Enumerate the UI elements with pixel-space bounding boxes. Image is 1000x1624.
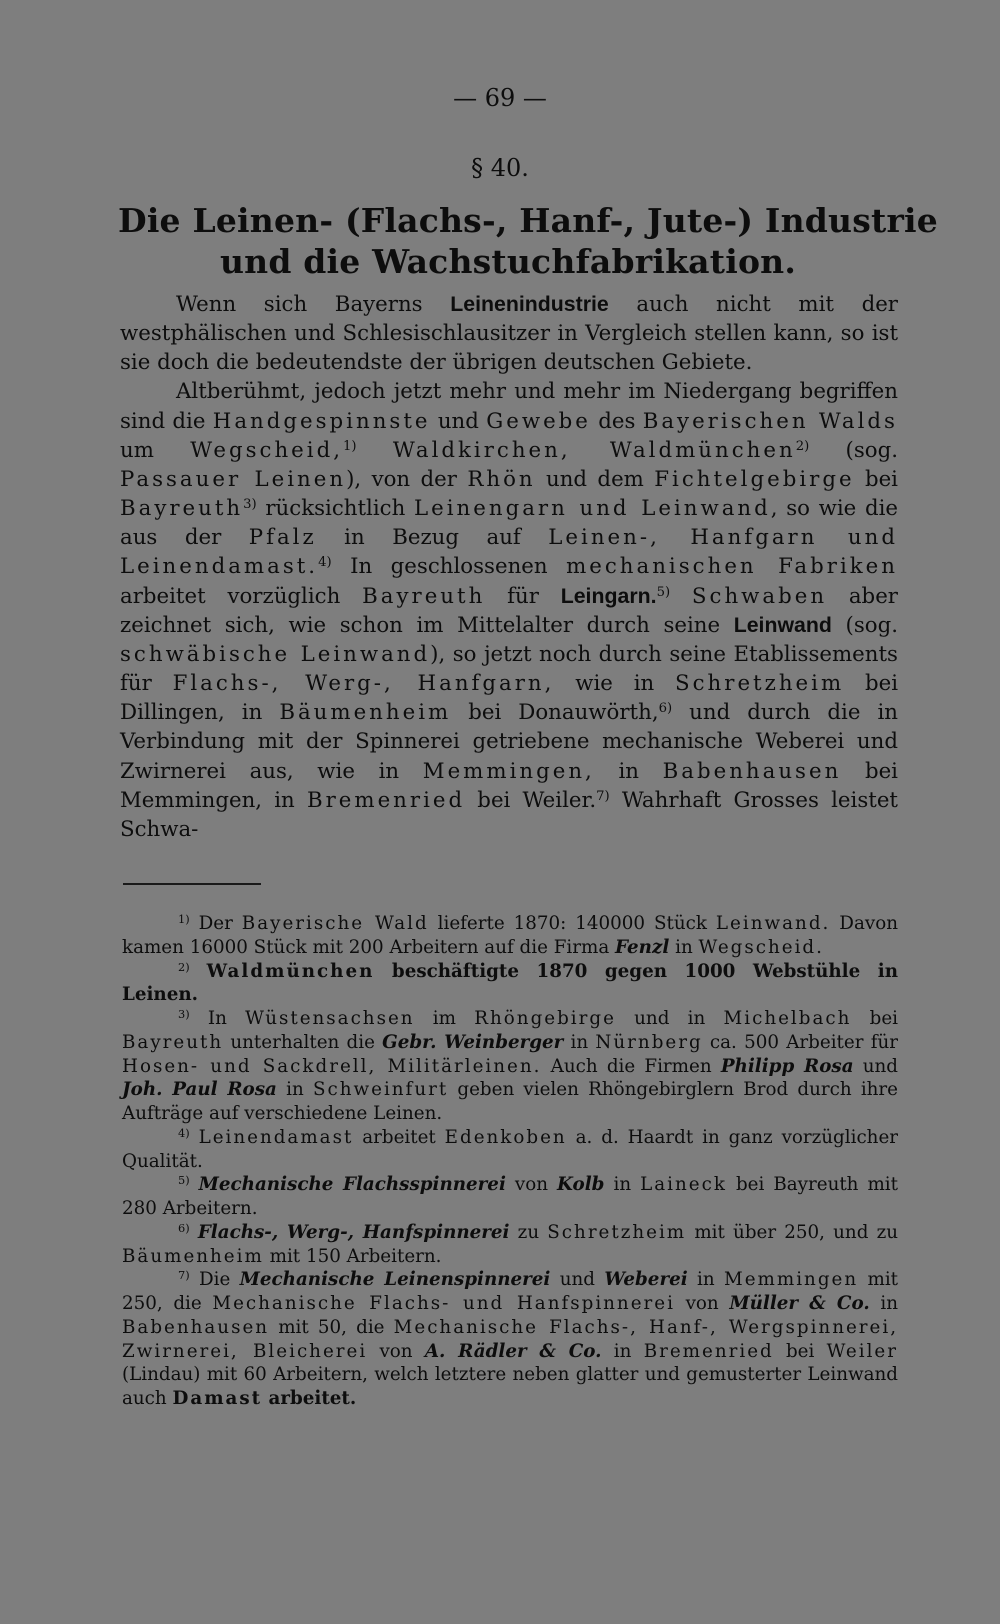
footnote-marker: 1)	[178, 911, 190, 926]
text: im	[414, 1008, 475, 1029]
footnote-ref-5: 5)	[656, 584, 671, 600]
text: a. d. Haardt in ganz vorzüglicher Qualität.	[122, 1126, 899, 1172]
text: in	[563, 1031, 596, 1053]
footnote-7	[122, 1268, 898, 1411]
text: für	[485, 583, 561, 609]
spaced-term: Bäumenheim	[122, 1245, 264, 1267]
text: bei	[773, 1340, 827, 1362]
spaced-term: Leinen-, Hanfgarn und Leinendamast.	[120, 525, 898, 580]
text: in	[594, 758, 663, 784]
spaced-term: schwäbische Leinwand	[120, 641, 431, 667]
text: bei Donauwörth,	[451, 700, 659, 726]
footnote-3	[122, 1007, 898, 1126]
spaced-term: Leinengarn und Leinwand	[413, 496, 771, 522]
spaced-term: mechanischen Fabriken	[566, 554, 898, 580]
spaced-term: Michelbach	[723, 1008, 852, 1029]
text: in	[601, 1340, 644, 1362]
text: bei Memmingen, in	[120, 758, 898, 813]
text: lieferte 1870: 140000 Stück	[428, 913, 716, 934]
italic-name: Müller & Co.	[729, 1293, 870, 1314]
text: bei Weiler.	[465, 787, 597, 813]
spaced-term: Waldmünchen	[206, 960, 375, 982]
footnote-2	[122, 960, 898, 1008]
spaced-term: Leinwand.	[715, 913, 831, 934]
text: des	[590, 408, 643, 434]
spaced-term: Handgespinnste	[212, 408, 431, 434]
spaced-term: Damast	[172, 1388, 263, 1409]
spaced-term: Bayreuth	[362, 583, 486, 609]
text: und durch die in Verbindung mit der Spinnerei getriebene mechanische Weberei und Zwirnerei aus, wie in	[120, 700, 898, 784]
paragraph-1	[120, 290, 898, 377]
spaced-term: Weiler	[826, 1340, 898, 1362]
text	[357, 438, 393, 463]
text: rücksichtlich	[256, 496, 414, 522]
text: Der	[189, 913, 242, 934]
footnote-separator	[123, 883, 261, 885]
spaced-term: Rhöngebirge	[474, 1008, 616, 1029]
spaced-term: Schwaben	[691, 583, 828, 609]
spaced-term: Edenkoben	[444, 1126, 567, 1148]
text: zu	[509, 1221, 548, 1243]
footnote-marker: 3)	[178, 1006, 190, 1021]
text: und	[430, 408, 487, 434]
spaced-term: Bayerische Wald	[241, 913, 429, 934]
footnote-marker: 2)	[178, 959, 190, 974]
footnote-marker: 5)	[178, 1173, 190, 1188]
spaced-term: Mechanische Flachs- und Hanfspinnerei	[212, 1293, 675, 1314]
italic-name: Kolb	[557, 1174, 605, 1196]
italic-name: A. Rädler & Co.	[424, 1340, 602, 1362]
text: in	[604, 1174, 641, 1196]
text: In	[189, 1008, 246, 1029]
spaced-term: Wüstensachsen	[245, 1008, 415, 1029]
spaced-term: Wegscheid.	[698, 936, 824, 958]
chapter-title	[118, 200, 938, 282]
spaced-term: Bayerischen Walds	[642, 408, 898, 434]
text: und dem	[535, 466, 655, 492]
spaced-term: Fichtelgebirge	[654, 466, 855, 492]
chapter-title-line-2: und die Wachstuchfabrikation.	[219, 242, 797, 281]
italic-name: Philipp Rosa	[720, 1055, 854, 1077]
text: von	[367, 1340, 425, 1362]
text: Davon kamen 16000 Stück mit 200 Arbeitern auf die Firma	[122, 913, 898, 958]
text: ), von der	[346, 466, 468, 492]
spaced-term: Schretzheim	[675, 671, 845, 697]
text	[190, 961, 207, 982]
text	[670, 584, 692, 609]
italic-name: Mechanische Leinenspinnerei	[239, 1269, 551, 1291]
text: bei	[851, 1008, 899, 1029]
footnote-ref-7: 7)	[596, 788, 610, 804]
footnote-marker: 7)	[178, 1268, 190, 1283]
highlighted-term: Leinwand	[733, 612, 832, 637]
spaced-term: Laineck	[640, 1174, 727, 1196]
text: um	[120, 437, 191, 463]
spaced-term: Mechanische Flachs-, Hanf-, Wergspinnerei, Zwirnerei, Bleicherei	[122, 1316, 898, 1362]
footnote-4	[122, 1126, 898, 1174]
text: wie in	[554, 671, 676, 697]
spaced-term: Nürnberg	[595, 1031, 703, 1053]
text: Auch die Firmen	[541, 1055, 721, 1077]
italic-name: Mechanische Flachsspinnerei	[198, 1174, 506, 1196]
spaced-term: Passauer Leinen	[120, 466, 347, 492]
italic-name: Flachs-, Werg-, Hanfspinnerei	[197, 1221, 510, 1243]
text: in Bezug auf	[316, 525, 549, 551]
spaced-term: Bäumenheim	[279, 700, 452, 726]
spaced-term: Gewebe	[486, 408, 591, 434]
footnote-1	[122, 912, 898, 960]
page-number: — 69 —	[453, 84, 547, 112]
text: geben vielen Rhöngebirglern Brod durch ihre Aufträge auf verschiedene Leinen.	[122, 1079, 898, 1124]
text: arbeitet.	[262, 1388, 357, 1409]
spaced-term: Rhön	[467, 466, 536, 492]
italic-name: Weberei	[604, 1269, 688, 1291]
text: Wahrhaft Grosses leistet Schwa-	[120, 787, 898, 842]
text: bei	[854, 466, 898, 492]
text: in	[687, 1269, 724, 1291]
text	[190, 1222, 198, 1243]
text: mit über 250, und zu	[686, 1221, 898, 1243]
text	[190, 1127, 199, 1148]
footnote-ref-2: 2)	[795, 438, 810, 454]
text: (sog.	[831, 612, 898, 638]
chapter-title-line-1: Die Leinen- (Flachs-, Hanf-, Jute-) Industrie	[118, 201, 938, 240]
footnote-ref-6: 6)	[658, 700, 673, 716]
paragraph-2	[120, 377, 898, 844]
text: ), so jetzt noch durch seine Etablissements für	[120, 641, 898, 697]
spaced-term: Babenhausen	[662, 758, 842, 784]
text: (Lindau) mit 60 Arbeitern, welch letztere neben glatter und gemusterter Leinwand auch	[122, 1364, 898, 1409]
spaced-term: Leinendamast	[198, 1126, 354, 1148]
footnotes	[122, 912, 898, 1411]
spaced-term: Bremenried	[306, 787, 466, 813]
spaced-term: Hosen- und Sackdrell, Militärleinen.	[122, 1055, 542, 1077]
spaced-term: Schretzheim	[547, 1221, 687, 1243]
footnote-ref-3: 3)	[243, 496, 257, 512]
text: arbeitet	[353, 1126, 445, 1148]
text: mit 250, die	[122, 1269, 899, 1314]
spaced-term: Pfalz	[248, 525, 317, 551]
italic-name: Fenzl	[615, 936, 670, 958]
text: auch nicht mit der westphälischen und Schlesischlausitzer in Vergleich stellen kann, so ist sie doch die bedeutendste der übrigen deutschen Gebiete.	[120, 292, 898, 376]
text: ca. 500 Arbeiter für	[702, 1031, 898, 1053]
text: in	[869, 1293, 898, 1314]
text: unterhalten die	[223, 1031, 383, 1053]
section-number: § 40.	[471, 154, 529, 182]
spaced-term: Bayreuth	[120, 496, 244, 522]
highlighted-term: Leinenindustrie	[450, 292, 609, 316]
spaced-term: Memmingen,	[422, 758, 595, 784]
text: Wenn sich Bayerns	[176, 292, 451, 317]
text: mit 50, die	[269, 1316, 394, 1338]
spaced-term: Schweinfurt	[312, 1079, 449, 1101]
spaced-term: Bremenried	[643, 1340, 774, 1362]
text: bei Dillingen, in	[120, 671, 899, 726]
text: und in	[615, 1008, 724, 1029]
text: , so wie die aus der	[120, 496, 898, 551]
text: arbeitet vorzüglich	[120, 583, 363, 609]
spaced-term: Waldkirchen, Waldmünchen	[392, 437, 796, 463]
text: bei Bayreuth mit 280 Arbeitern.	[122, 1174, 899, 1219]
text: (sog.	[809, 437, 898, 463]
text: in	[276, 1079, 313, 1101]
footnote-marker: 6)	[178, 1220, 190, 1235]
text	[190, 1174, 199, 1195]
text: von	[674, 1293, 730, 1314]
text: aber zeichnet sich, wie schon im Mittelalter durch seine	[120, 583, 898, 638]
italic-name: Joh. Paul Rosa	[122, 1079, 277, 1101]
footnote-ref-4: 4)	[318, 555, 332, 571]
text: in	[669, 936, 699, 958]
text: Die	[189, 1269, 240, 1291]
spaced-term: Memmingen	[724, 1269, 859, 1291]
footnote-marker: 4)	[178, 1125, 190, 1140]
footnote-6	[122, 1221, 898, 1269]
text: von	[505, 1174, 558, 1196]
body-text	[120, 290, 898, 844]
text: mit 150 Arbeitern.	[263, 1245, 442, 1267]
text: In geschlossenen	[331, 554, 567, 580]
footnote-ref-1: 1)	[342, 438, 357, 454]
text: Altberühmt, jedoch jetzt mehr und mehr im Niedergang begriffen sind die	[120, 379, 898, 434]
text: und	[550, 1269, 605, 1291]
spaced-term: Bayreuth	[122, 1031, 224, 1053]
highlighted-term: Leingarn.	[560, 583, 657, 608]
footnote-5	[122, 1173, 898, 1221]
text: beschäftigte 1870 gegen 1000 Webstühle in Leinen.	[122, 960, 898, 1006]
text: und	[853, 1055, 899, 1077]
spaced-term: Babenhausen	[122, 1316, 270, 1338]
italic-name: Gebr. Weinberger	[382, 1031, 564, 1053]
spaced-term: Flachs-, Werg-, Hanfgarn,	[172, 671, 555, 697]
spaced-term: Wegscheid,	[190, 437, 343, 463]
